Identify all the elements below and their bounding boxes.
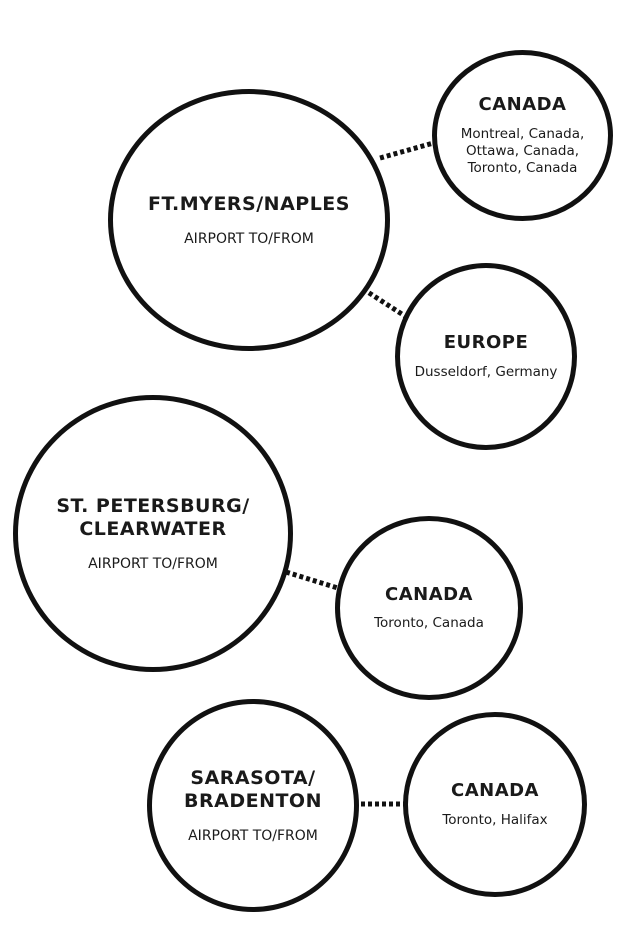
destination-canada-sarasota <box>403 712 587 897</box>
destination-city: Toronto, Canada <box>374 615 484 632</box>
destination-cities <box>374 615 484 632</box>
hub-subtitle: AIRPORT TO/FROM <box>188 828 318 845</box>
destination-cities <box>415 364 558 381</box>
destination-cities <box>461 126 585 177</box>
destination-canada-ftmyers <box>432 50 613 221</box>
destination-region: CANADA <box>384 583 473 605</box>
connector-stpete-canada <box>286 572 341 589</box>
hub-title: SARASOTA/ BRADENTON <box>184 766 322 812</box>
destination-region: CANADA <box>450 780 539 802</box>
destination-city: Toronto, Halifax <box>442 811 548 828</box>
hub-st-petersburg-clearwater <box>13 395 293 672</box>
destination-city: Toronto, Canada <box>467 159 578 176</box>
destination-city: Montreal, Canada, <box>460 125 585 142</box>
hub-ft-myers-naples <box>108 89 390 351</box>
hub-title: ST. PETERSBURG/ CLEARWATER <box>56 494 250 540</box>
connector-ftmyers-canada <box>380 142 437 158</box>
hub-subtitle: AIRPORT TO/FROM <box>184 231 314 248</box>
hub-title: FT.MYERS/NAPLES <box>148 192 350 215</box>
destination-region: EUROPE <box>443 332 529 354</box>
destination-region: CANADA <box>478 94 567 116</box>
destination-city: Dusseldorf, Germany <box>414 363 558 380</box>
destination-cities <box>442 812 547 829</box>
hub-subtitle: AIRPORT TO/FROM <box>88 556 218 573</box>
hub-sarasota-bradenton <box>147 699 359 912</box>
connector-ftmyers-europe <box>363 289 408 318</box>
destination-europe-ftmyers <box>395 263 577 450</box>
destination-city: Ottawa, Canada, <box>465 142 580 159</box>
destination-canada-stpete <box>335 516 523 700</box>
